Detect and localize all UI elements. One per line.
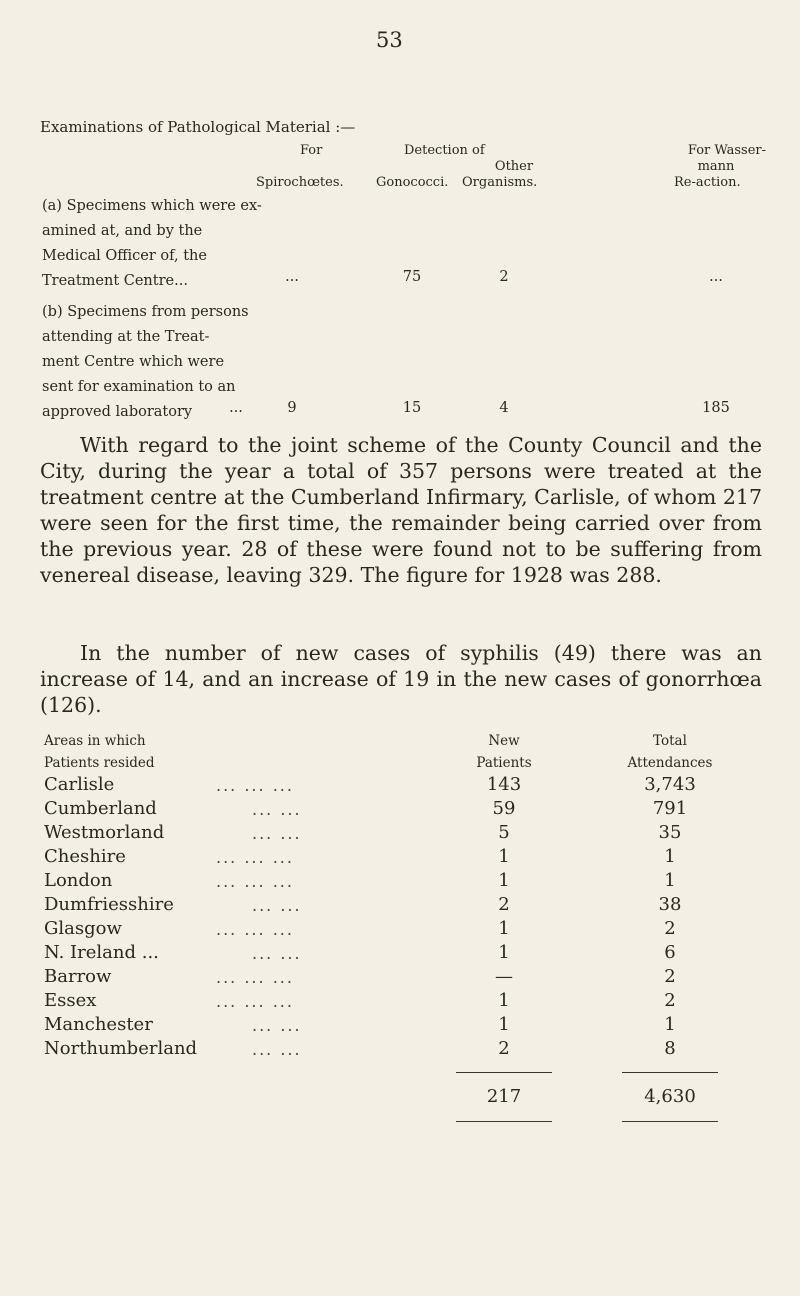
areas-row-total: 35 [658,822,682,843]
exam-row-b-line: ment Centre which were [42,354,225,370]
exam-row-a-wassermann: ... [709,269,723,285]
header-wassermann-3: Re-action. [674,175,741,190]
exam-row-a-line: Medical Officer of, the [42,248,207,264]
total-rule-attendances-bottom [622,1121,718,1122]
exam-row-a-gonococci: 75 [402,269,422,285]
areas-row-total: 2 [664,990,676,1011]
areas-row-total: 2 [664,966,676,987]
exam-row-b-line: approved laboratory [42,404,193,420]
areas-row-new: 59 [492,798,516,819]
areas-row-dots: ... ... [252,944,302,963]
areas-row-total: 3,743 [644,774,696,795]
exam-row-a-label [42,194,262,294]
areas-row-dots: ... ... [252,1016,302,1035]
total-rule-new-bottom [456,1121,552,1122]
areas-row-area: London [44,870,113,891]
areas-row-area: Cumberland [44,798,157,819]
areas-row-total: 2 [664,918,676,939]
header-spirochaetes: Spirochœtes. [256,175,344,190]
areas-row-area: Westmorland [44,822,165,843]
areas-row-total: 1 [664,846,676,867]
areas-row-new: 5 [498,822,510,843]
areas-header-area-1: Areas in which [44,733,146,749]
areas-row-new: — [495,966,513,987]
areas-row-dots: ... ... [252,824,302,843]
areas-row-new: 1 [498,918,510,939]
areas-row-new: 1 [498,942,510,963]
areas-header-total-2: Attendances [627,755,713,771]
header-detection-of: Detection of [404,143,485,158]
total-new-patients: 217 [486,1086,522,1107]
areas-row-dots: ... ... ... [216,992,294,1011]
areas-row-dots: ... ... ... [216,776,294,795]
exam-row-b-gonococci: 15 [402,400,422,416]
header-other-1: Other [494,159,534,174]
header-wassermann-1: For Wasser- [687,143,766,158]
areas-row-dots: ... ... [252,800,302,819]
exam-row-b-dots: ... [229,400,243,416]
exam-row-b-spirochaetes: 9 [287,400,297,416]
areas-row-area: Carlisle [44,774,115,795]
exam-row-b-wassermann: 185 [702,400,730,416]
paragraph-joint-scheme-text: With regard to the joint scheme of the County Council and the City, during the year a total of 357 persons were treated at the treatment centre at the Cumberland Infirmary, Carlisle, of whom 217 were seen for the first time, the remainder being carried over from the previous year. 28 of these were found not to be suffering from venereal disease, leaving 329. The figure for 1928 was 288. [40,433,762,587]
areas-header-area-2: Patients resided [44,755,155,771]
areas-row-area: Barrow [44,966,112,987]
exam-row-a-line: (a) Specimens which were ex- [42,198,262,214]
areas-row-new: 1 [498,846,510,867]
areas-row-total: 1 [664,870,676,891]
areas-row-new: 143 [486,774,522,795]
areas-header-new-2: Patients [476,755,532,771]
areas-row-dots: ... ... ... [216,848,294,867]
areas-row-area: Glasgow [44,918,122,939]
header-gonococci: Gonococci. [376,175,449,190]
areas-row-dots: ... ... [252,896,302,915]
exam-row-a-line: amined at, and by the [42,223,203,239]
exam-row-b-other: 4 [499,400,509,416]
areas-row-area: Manchester [44,1014,153,1035]
exam-row-a-other: 2 [499,269,509,285]
exam-row-b-line: sent for examination to an [42,379,236,395]
paragraph-joint-scheme [40,432,762,588]
exam-row-a-line: Treatment Centre... [42,273,188,289]
areas-row-new: 1 [498,990,510,1011]
examinations-heading: Examinations of Pathological Material :— [40,118,356,136]
areas-row-area: N. Ireland ... [44,942,159,963]
areas-row-total: 8 [664,1038,676,1059]
areas-row-dots: ... ... ... [216,872,294,891]
header-other-2: Organisms. [462,175,538,190]
areas-row-new: 2 [498,894,510,915]
areas-row-area: Cheshire [44,846,126,867]
areas-header-new-1: New [488,733,520,749]
paragraph-new-cases [40,640,762,718]
exam-row-b-line: (b) Specimens from persons [42,304,249,320]
areas-row-dots: ... ... ... [216,920,294,939]
areas-row-new: 1 [498,870,510,891]
areas-row-area: Northumberland [44,1038,198,1059]
exam-row-a-spirochaetes: ... [285,269,299,285]
page-number: 53 [376,28,403,52]
areas-row-new: 1 [498,1014,510,1035]
total-attendances: 4,630 [644,1086,696,1107]
areas-header-total-1: Total [653,733,687,749]
areas-row-new: 2 [498,1038,510,1059]
areas-row-dots: ... ... [252,1040,302,1059]
areas-row-total: 38 [658,894,682,915]
areas-row-area: Dumfriesshire [44,894,174,915]
header-wassermann-2: mann [697,159,735,174]
areas-row-dots: ... ... ... [216,968,294,987]
areas-row-area: Essex [44,990,97,1011]
areas-row-total: 791 [652,798,688,819]
total-rule-attendances-top [622,1072,718,1073]
exam-row-b-line: attending at the Treat- [42,329,210,345]
areas-row-total: 6 [664,942,676,963]
header-for: For [300,143,323,158]
areas-row-total: 1 [664,1014,676,1035]
paragraph-new-cases-text: In the number of new cases of syphilis (49) there was an increase of 14, and an increase of 19 in the new cases of gonorrhœa (126). [40,641,762,717]
total-rule-new-top [456,1072,552,1073]
